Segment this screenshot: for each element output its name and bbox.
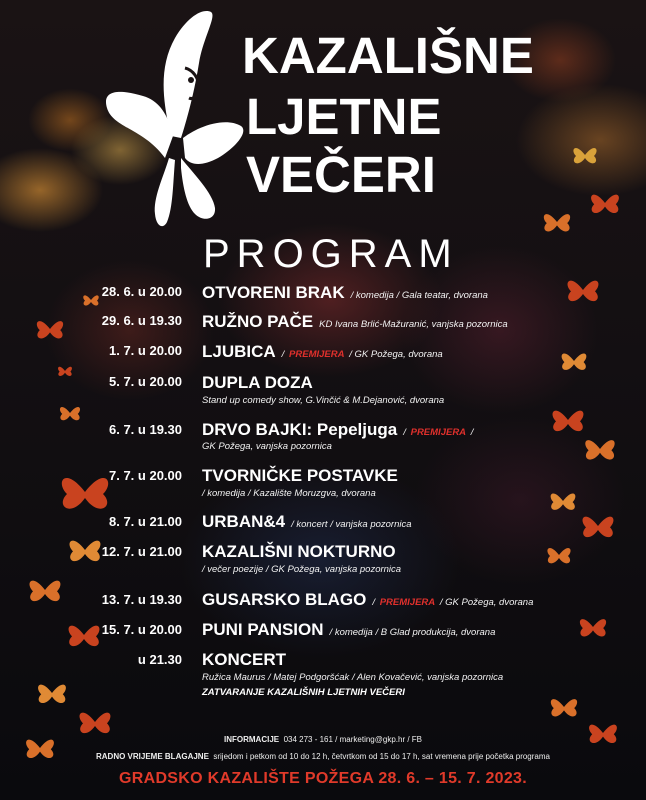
hours-label: RADNO VRIJEME BLAGAJNE [96,752,209,761]
event-subtitle: GK Požega, vanjska pozornica [202,441,332,452]
event-date: 15. 7. u 20.00 [101,622,182,637]
event-date: 7. 7. u 20.00 [109,468,182,483]
title-line-2: LJETNE [246,88,442,145]
butterfly-decoration-icon [560,270,606,310]
event-name: PUNI PANSION / komedija / B Glad produkcija, dvorana [202,620,496,639]
butterfly-decoration-icon [55,400,85,426]
butterfly-decoration-icon [580,430,620,468]
butterfly-decoration-icon [578,505,618,547]
event-name: RUŽNO PAČE KD Ivana Brlić-Mažuranić, vanjska pozornica [202,312,508,331]
event-date: u 21.30 [137,652,182,667]
butterfly-decoration-icon [535,205,579,239]
butterfly-decoration-icon [75,700,115,744]
event-name: DRVO BAJKI: Pepeljuga / PREMIJERA / [202,420,474,439]
event-name: KAZALIŠNI NOKTURNO [202,542,396,561]
hours-line [0,752,646,761]
premiere-badge: PREMIJERA [379,597,436,608]
title-line-1: KAZALIŠNE [242,27,534,84]
event-date: 29. 6. u 19.30 [101,313,182,328]
butterfly-decoration-icon [585,715,621,751]
event-name: URBAN&4 / koncert / vanjska pozornica [202,512,412,531]
info-text: 034 273 - 161 / marketing@gkp.hr / FB [283,735,422,744]
butterfly-decoration-icon [575,610,611,644]
title-line-3: VEČERI [246,146,436,203]
event-info: / koncert / vanjska pozornica [291,519,412,530]
butterfly-decoration-icon [65,530,105,570]
event-date: 5. 7. u 20.00 [109,374,182,389]
event-info: / komedija / Gala teatar, dvorana [350,290,488,301]
butterfly-decoration-icon [30,675,74,711]
event-name: DUPLA DOZA [202,373,313,392]
event-name: KONCERT [202,650,287,669]
event-date: 13. 7. u 19.30 [101,592,182,607]
butterfly-logo-icon [103,8,245,230]
event-name: OTVORENI BRAK / komedija / Gala teatar, dvorana [202,283,488,302]
butterfly-decoration-icon [62,615,106,655]
butterfly-decoration-icon [22,730,58,766]
event-date: 6. 7. u 19.30 [109,422,182,437]
butterfly-decoration-icon [55,362,75,380]
event-name: TVORNIČKE POSTAVKE [202,466,398,485]
event-subtitle: Stand up comedy show, G.Vinčić & M.Dejanović, dvorana [202,395,445,406]
event-info: KD Ivana Brlić-Mažuranić, vanjska pozornica [319,319,508,330]
butterfly-decoration-icon [543,540,575,570]
event-date: 12. 7. u 21.00 [101,544,182,559]
event-subtitle: / komedija / Kazalište Moruzgva, dvorana [202,488,376,499]
event-info: / GK Požega, dvorana [349,349,443,360]
event-date: 1. 7. u 20.00 [109,343,182,358]
event-subtitle: Ružica Maurus / Matej Podgoršćak / Alen Kovačević, vanjska pozornica [202,672,504,683]
event-info: / komedija / B Glad produkcija, dvorana [329,627,496,638]
closing-note: ZATVARANJE KAZALIŠNIH LJETNIH VEČERI [202,687,405,698]
butterfly-decoration-icon [570,140,600,170]
butterfly-decoration-icon [20,570,70,610]
premiere-badge: PREMIJERA [289,349,345,360]
butterfly-decoration-icon [545,485,581,517]
butterfly-decoration-icon [585,185,625,221]
hours-text: srijedom i petkom od 10 do 12 h, četvrtkom od 15 do 17 h, sat vremena prije početka programa [213,752,550,761]
butterfly-decoration-icon [80,290,102,310]
event-date: 8. 7. u 21.00 [109,514,182,529]
butterfly-decoration-icon [28,312,72,346]
event-date: 28. 6. u 20.00 [101,284,182,299]
program-heading: PROGRAM [203,232,459,276]
event-name: GUSARSKO BLAGO / PREMIJERA / GK Požega, dvorana [202,590,534,609]
butterfly-decoration-icon [545,690,583,724]
butterfly-decoration-icon [55,460,115,524]
info-label: INFORMACIJE [224,735,280,744]
event-subtitle: / večer poezije / GK Požega, vanjska pozornica [202,564,402,575]
butterfly-decoration-icon [555,345,593,377]
event-name: LJUBICA / PREMIJERA / GK Požega, dvorana [202,342,443,361]
bottom-line: GRADSKO KAZALIŠTE POŽEGA 28. 6. – 15. 7. 2023. [119,770,527,787]
event-info: / GK Požega, dvorana [439,597,534,608]
premiere-badge: PREMIJERA [410,427,467,438]
